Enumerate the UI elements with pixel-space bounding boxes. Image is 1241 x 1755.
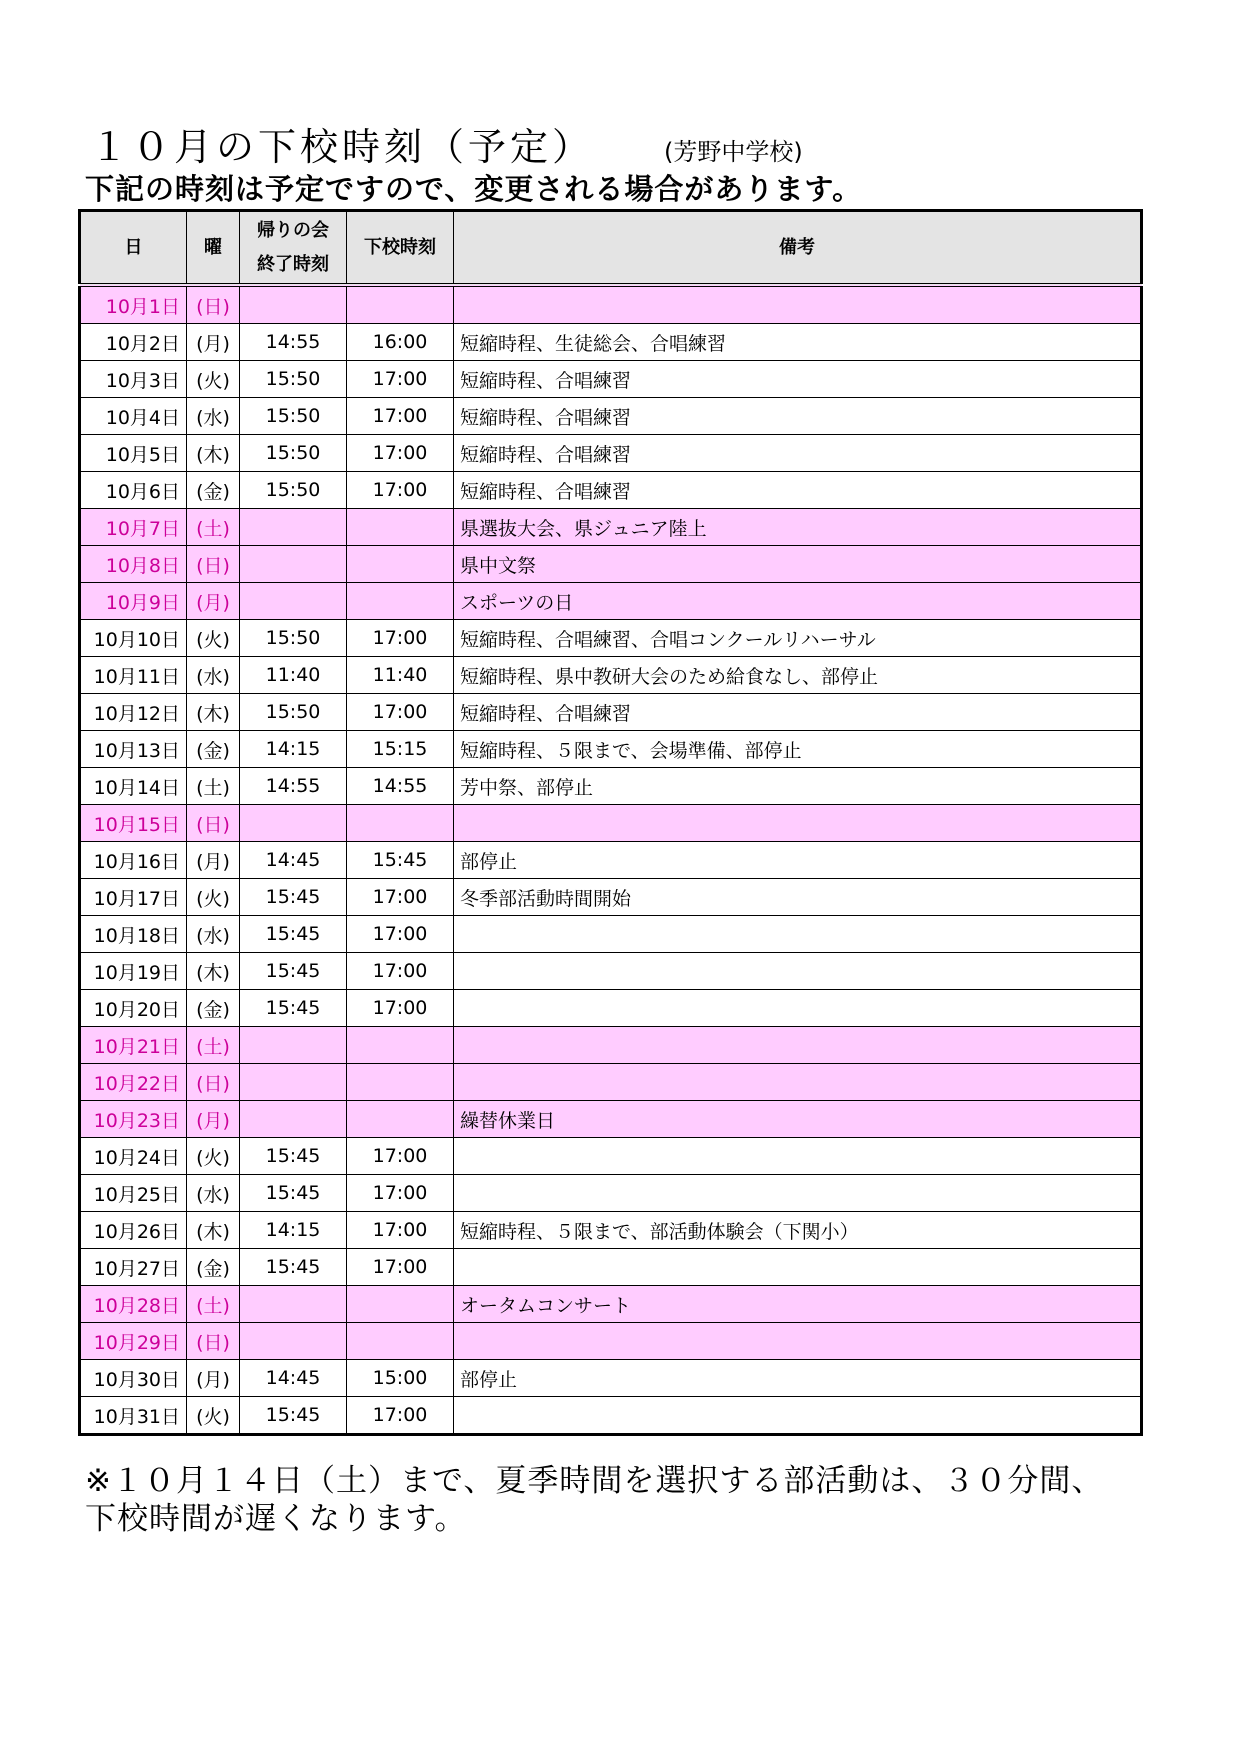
cell-date: 10月1日 — [80, 285, 187, 324]
cell-date: 10月14日 — [80, 768, 187, 805]
cell-dow: (日) — [187, 285, 240, 324]
cell-date: 10月6日 — [80, 472, 187, 509]
table-row — [80, 398, 1142, 435]
cell-dismissal: 17:00 — [347, 620, 454, 657]
cell-notes — [454, 285, 1142, 324]
cell-date: 10月24日 — [80, 1138, 187, 1175]
cell-dismissal: 15:45 — [347, 842, 454, 879]
table-row — [80, 916, 1142, 953]
table-row — [80, 805, 1142, 842]
cell-meeting-end: 14:55 — [240, 768, 347, 805]
cell-dow: (月) — [187, 1101, 240, 1138]
table-row — [80, 768, 1142, 805]
cell-meeting-end — [240, 805, 347, 842]
cell-dow: (木) — [187, 435, 240, 472]
cell-dismissal: 16:00 — [347, 324, 454, 361]
cell-notes: 短縮時程、合唱練習 — [454, 398, 1142, 435]
cell-meeting-end: 15:45 — [240, 953, 347, 990]
cell-date: 10月30日 — [80, 1360, 187, 1397]
table-row — [80, 1397, 1142, 1435]
cell-dismissal — [347, 546, 454, 583]
cell-meeting-end: 15:45 — [240, 879, 347, 916]
cell-notes — [454, 916, 1142, 953]
footnote-line-1: ※１０月１４日（土）まで、夏季時間を選択する部活動は、３０分間、 — [85, 1463, 1104, 1499]
cell-dow: (日) — [187, 805, 240, 842]
cell-notes — [454, 1138, 1142, 1175]
cell-dow: (火) — [187, 361, 240, 398]
cell-dow: (火) — [187, 1138, 240, 1175]
cell-meeting-end: 15:45 — [240, 1175, 347, 1212]
cell-notes: 短縮時程、合唱練習、合唱コンクールリハーサル — [454, 620, 1142, 657]
cell-dismissal — [347, 1323, 454, 1360]
cell-dismissal: 17:00 — [347, 1138, 454, 1175]
cell-meeting-end — [240, 546, 347, 583]
table-row — [80, 620, 1142, 657]
cell-dow: (水) — [187, 1175, 240, 1212]
cell-notes: スポーツの日 — [454, 583, 1142, 620]
cell-meeting-end: 14:45 — [240, 1360, 347, 1397]
cell-date: 10月2日 — [80, 324, 187, 361]
cell-date: 10月5日 — [80, 435, 187, 472]
table-row — [80, 324, 1142, 361]
cell-meeting-end: 15:50 — [240, 398, 347, 435]
cell-dow: (金) — [187, 731, 240, 768]
cell-dismissal: 17:00 — [347, 472, 454, 509]
cell-date: 10月23日 — [80, 1101, 187, 1138]
cell-dow: (月) — [187, 324, 240, 361]
header-meeting-end-line1: 帰りの会 — [257, 219, 329, 241]
cell-dismissal: 15:15 — [347, 731, 454, 768]
cell-notes: 冬季部活動時間開始 — [454, 879, 1142, 916]
cell-date: 10月4日 — [80, 398, 187, 435]
cell-meeting-end: 15:45 — [240, 1138, 347, 1175]
cell-notes: 短縮時程、合唱練習 — [454, 435, 1142, 472]
cell-date: 10月13日 — [80, 731, 187, 768]
table-row — [80, 953, 1142, 990]
cell-notes: 芳中祭、部停止 — [454, 768, 1142, 805]
cell-notes — [454, 1027, 1142, 1064]
cell-dow: (日) — [187, 1064, 240, 1101]
cell-meeting-end: 15:45 — [240, 1249, 347, 1286]
table-row — [80, 1323, 1142, 1360]
table-row — [80, 990, 1142, 1027]
cell-dismissal — [347, 1101, 454, 1138]
cell-meeting-end: 15:45 — [240, 1397, 347, 1435]
cell-date: 10月19日 — [80, 953, 187, 990]
header-meeting-end — [240, 211, 347, 286]
cell-meeting-end — [240, 1323, 347, 1360]
cell-dismissal: 14:55 — [347, 768, 454, 805]
cell-dismissal: 17:00 — [347, 1397, 454, 1435]
cell-dismissal: 17:00 — [347, 1212, 454, 1249]
cell-dow: (日) — [187, 1323, 240, 1360]
table-row — [80, 1101, 1142, 1138]
cell-date: 10月16日 — [80, 842, 187, 879]
title-line — [90, 116, 803, 171]
cell-notes — [454, 1064, 1142, 1101]
cell-dismissal — [347, 285, 454, 324]
cell-dow: (水) — [187, 916, 240, 953]
cell-notes: 部停止 — [454, 842, 1142, 879]
cell-notes — [454, 1249, 1142, 1286]
table-row — [80, 1064, 1142, 1101]
cell-meeting-end: 15:50 — [240, 694, 347, 731]
cell-dow: (水) — [187, 398, 240, 435]
cell-meeting-end: 14:45 — [240, 842, 347, 879]
cell-date: 10月29日 — [80, 1323, 187, 1360]
cell-dismissal: 17:00 — [347, 435, 454, 472]
cell-dismissal — [347, 509, 454, 546]
cell-date: 10月27日 — [80, 1249, 187, 1286]
cell-dow: (土) — [187, 768, 240, 805]
cell-notes: 部停止 — [454, 1360, 1142, 1397]
table-row — [80, 879, 1142, 916]
cell-notes: 県中文祭 — [454, 546, 1142, 583]
cell-notes — [454, 1323, 1142, 1360]
cell-dow: (月) — [187, 583, 240, 620]
table-header-row — [80, 211, 1142, 286]
cell-dow: (金) — [187, 472, 240, 509]
cell-notes: 短縮時程、県中教研大会のため給食なし、部停止 — [454, 657, 1142, 694]
cell-date: 10月9日 — [80, 583, 187, 620]
cell-dismissal: 17:00 — [347, 398, 454, 435]
footnote-line-2: 下校時間が遅くなります。 — [85, 1501, 467, 1537]
table-row — [80, 1212, 1142, 1249]
cell-meeting-end: 15:45 — [240, 990, 347, 1027]
header-meeting-end-line2: 終了時刻 — [257, 253, 329, 275]
cell-notes: 繰替休業日 — [454, 1101, 1142, 1138]
cell-date: 10月10日 — [80, 620, 187, 657]
header-notes: 備考 — [454, 211, 1142, 286]
dismissal-schedule-table — [78, 209, 1143, 1436]
cell-dow: (日) — [187, 546, 240, 583]
cell-date: 10月20日 — [80, 990, 187, 1027]
table-row — [80, 435, 1142, 472]
cell-dow: (土) — [187, 1286, 240, 1323]
cell-dow: (火) — [187, 620, 240, 657]
cell-dismissal: 17:00 — [347, 953, 454, 990]
cell-dismissal: 17:00 — [347, 990, 454, 1027]
table-row — [80, 1138, 1142, 1175]
cell-meeting-end — [240, 285, 347, 324]
cell-dow: (金) — [187, 1249, 240, 1286]
school-name: (芳野中学校) — [664, 138, 803, 166]
cell-date: 10月15日 — [80, 805, 187, 842]
table-row — [80, 1027, 1142, 1064]
cell-dow: (木) — [187, 953, 240, 990]
cell-meeting-end — [240, 1027, 347, 1064]
cell-notes — [454, 953, 1142, 990]
table-row — [80, 583, 1142, 620]
cell-notes — [454, 990, 1142, 1027]
cell-date: 10月7日 — [80, 509, 187, 546]
cell-meeting-end: 11:40 — [240, 657, 347, 694]
cell-dow: (木) — [187, 694, 240, 731]
cell-meeting-end — [240, 509, 347, 546]
header-date: 日 — [80, 211, 187, 286]
cell-notes: 短縮時程、合唱練習 — [454, 361, 1142, 398]
cell-notes: オータムコンサート — [454, 1286, 1142, 1323]
cell-dismissal: 17:00 — [347, 1175, 454, 1212]
cell-dow: (月) — [187, 1360, 240, 1397]
cell-meeting-end: 15:50 — [240, 435, 347, 472]
cell-notes: 短縮時程、合唱練習 — [454, 472, 1142, 509]
cell-date: 10月17日 — [80, 879, 187, 916]
cell-meeting-end: 15:45 — [240, 916, 347, 953]
cell-dow: (土) — [187, 1027, 240, 1064]
cell-dismissal: 17:00 — [347, 879, 454, 916]
cell-dismissal — [347, 1064, 454, 1101]
page-title: １０月の下校時刻（予定） — [90, 125, 595, 169]
cell-dismissal: 17:00 — [347, 1249, 454, 1286]
cell-dow: (火) — [187, 1397, 240, 1435]
cell-date: 10月22日 — [80, 1064, 187, 1101]
cell-date: 10月26日 — [80, 1212, 187, 1249]
table-row — [80, 546, 1142, 583]
cell-dow: (火) — [187, 879, 240, 916]
cell-dismissal — [347, 583, 454, 620]
cell-dismissal: 17:00 — [347, 916, 454, 953]
cell-meeting-end — [240, 1101, 347, 1138]
cell-meeting-end: 14:55 — [240, 324, 347, 361]
table-row — [80, 1249, 1142, 1286]
table-row — [80, 1286, 1142, 1323]
cell-notes: 短縮時程、生徒総会、合唱練習 — [454, 324, 1142, 361]
table-row — [80, 361, 1142, 398]
table-row — [80, 1175, 1142, 1212]
table-body — [80, 285, 1142, 1435]
table-row — [80, 509, 1142, 546]
cell-dismissal: 15:00 — [347, 1360, 454, 1397]
cell-meeting-end: 14:15 — [240, 731, 347, 768]
cell-dismissal — [347, 1286, 454, 1323]
cell-notes: 短縮時程、５限まで、部活動体験会（下関小） — [454, 1212, 1142, 1249]
header-dow: 曜 — [187, 211, 240, 286]
cell-meeting-end: 15:50 — [240, 361, 347, 398]
page-subtitle: 下記の時刻は予定ですので、変更される場合があります。 — [85, 172, 863, 206]
table-row — [80, 657, 1142, 694]
cell-notes — [454, 1175, 1142, 1212]
table-row — [80, 285, 1142, 324]
table-row — [80, 731, 1142, 768]
cell-dow: (金) — [187, 990, 240, 1027]
cell-date: 10月28日 — [80, 1286, 187, 1323]
table-row — [80, 472, 1142, 509]
cell-dismissal — [347, 1027, 454, 1064]
cell-dismissal — [347, 805, 454, 842]
cell-dismissal: 11:40 — [347, 657, 454, 694]
cell-dismissal: 17:00 — [347, 361, 454, 398]
cell-dow: (月) — [187, 842, 240, 879]
cell-meeting-end: 15:50 — [240, 472, 347, 509]
cell-date: 10月25日 — [80, 1175, 187, 1212]
cell-date: 10月11日 — [80, 657, 187, 694]
cell-date: 10月21日 — [80, 1027, 187, 1064]
cell-date: 10月3日 — [80, 361, 187, 398]
cell-meeting-end: 15:50 — [240, 620, 347, 657]
cell-dismissal: 17:00 — [347, 694, 454, 731]
cell-date: 10月12日 — [80, 694, 187, 731]
table-row — [80, 694, 1142, 731]
cell-notes — [454, 1397, 1142, 1435]
cell-meeting-end — [240, 583, 347, 620]
table-row — [80, 1360, 1142, 1397]
cell-date: 10月31日 — [80, 1397, 187, 1435]
cell-date: 10月8日 — [80, 546, 187, 583]
cell-notes: 短縮時程、５限まで、会場準備、部停止 — [454, 731, 1142, 768]
cell-dow: (水) — [187, 657, 240, 694]
footnote — [85, 1462, 1103, 1538]
cell-date: 10月18日 — [80, 916, 187, 953]
cell-notes: 短縮時程、合唱練習 — [454, 694, 1142, 731]
cell-meeting-end — [240, 1286, 347, 1323]
header-dismissal: 下校時刻 — [347, 211, 454, 286]
cell-meeting-end — [240, 1064, 347, 1101]
table-row — [80, 842, 1142, 879]
cell-dow: (土) — [187, 509, 240, 546]
cell-dow: (木) — [187, 1212, 240, 1249]
cell-notes: 県選抜大会、県ジュニア陸上 — [454, 509, 1142, 546]
cell-meeting-end: 14:15 — [240, 1212, 347, 1249]
cell-notes — [454, 805, 1142, 842]
